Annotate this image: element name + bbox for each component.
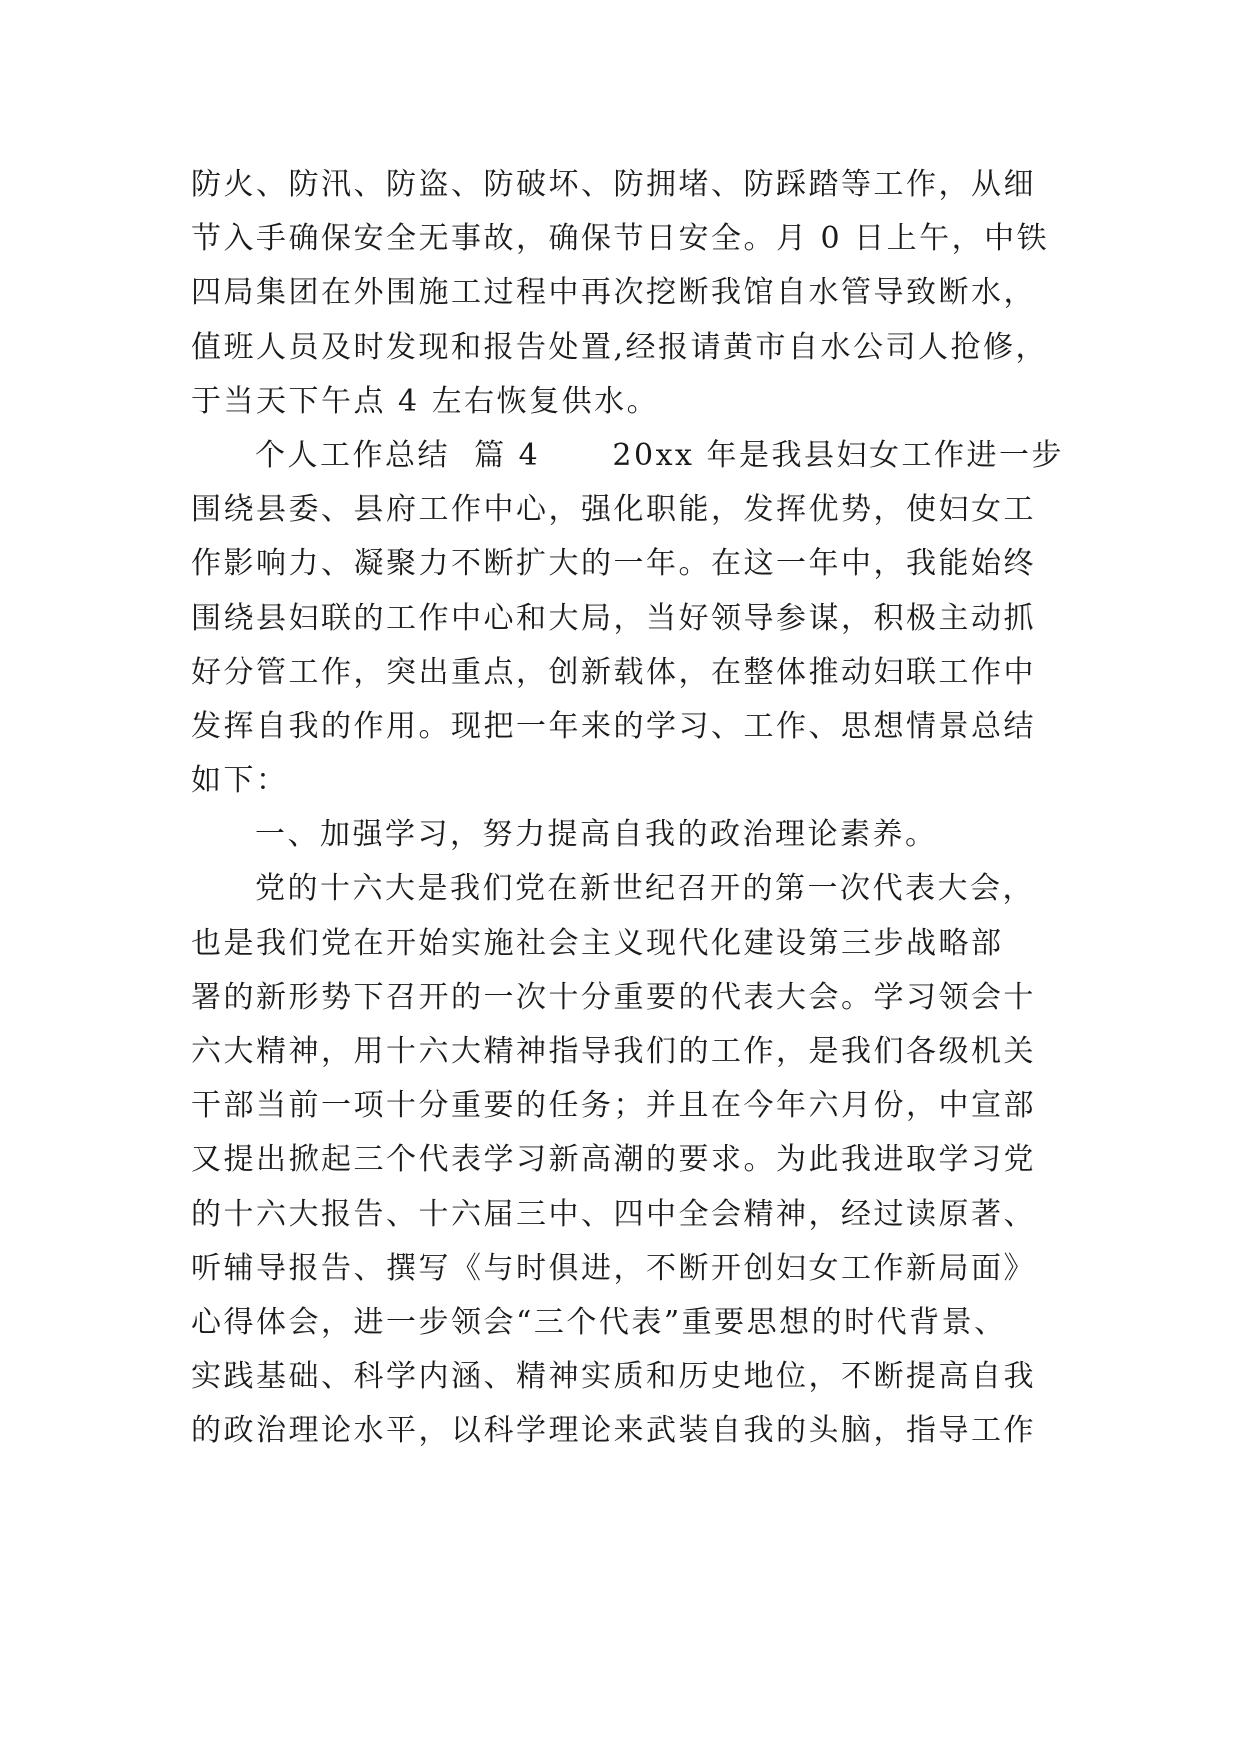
text-line: 好分管工作，突出重点，创新载体，在整体推动妇联工作中 [191, 654, 1036, 690]
text-line: 听辅导报告、撰写《与时俱进，不断开创妇女工作新局面》 [191, 1250, 1036, 1286]
text-line: 围绕县妇联的工作中心和大局，当好领导参谋，积极主动抓 [191, 600, 1036, 636]
text-line: 如下： [191, 763, 289, 799]
text-line: 的政治理论水平，以科学理论来武装自我的头脑，指导工作 [191, 1413, 1036, 1449]
document-body [191, 158, 1064, 1459]
text-line: 也是我们党在开始实施社会主义现代化建设第三步战略部 [191, 925, 1004, 961]
text-line: 节入手确保安全无事故，确保节日安全。月 0 日上午，中铁 [191, 221, 1050, 257]
text-line: 四局集团在外围施工过程中再次挖断我馆自水管导致断水， [191, 275, 1036, 311]
text-line: 作影响力、凝聚力不断扩大的一年。在这一年中，我能始终 [191, 546, 1036, 582]
section-heading-line: 个人工作总结 篇 4 20xx 年是我县妇女工作进一步 [255, 437, 1064, 473]
text-line: 又提出掀起三个代表学习新高潮的要求。为此我进取学习党 [191, 1142, 1036, 1178]
paragraph-start-line: 党的十六大是我们党在新世纪召开的第一次代表大会， [255, 871, 1035, 907]
text-line: 心得体会，进一步领会“三个代表”重要思想的时代背景、 [191, 1304, 1007, 1340]
text-line: 于当天下午点 4 左右恢复供水。 [191, 383, 660, 419]
text-line: 值班人员及时发现和报告处置,经报请黄市自水公司人抢修， [191, 329, 1049, 365]
text-line: 六大精神，用十六大精神指导我们的工作，是我们各级机关 [191, 1034, 1036, 1069]
text-line: 干部当前一项十分重要的任务；并且在今年六月份，中宣部 [191, 1088, 1036, 1124]
text-line: 围绕县委、县府工作中心，强化职能，发挥优势，使妇女工 [191, 492, 1036, 528]
text-line: 防火、防汛、防盗、防破坏、防拥堵、防踩踏等工作，从细 [191, 167, 1036, 202]
text-line: 的十六大报告、十六届三中、四中全会精神，经过读原著、 [191, 1196, 1036, 1232]
text-line: 实践基础、科学内涵、精神实质和历史地位，不断提高自我 [191, 1359, 1036, 1395]
subsection-heading-line: 一、加强学习，努力提高自我的政治理论素养。 [255, 817, 938, 853]
text-line: 署的新形势下召开的一次十分重要的代表大会。学习领会十 [191, 979, 1036, 1015]
text-line: 发挥自我的作用。现把一年来的学习、工作、思想情景总结 [191, 708, 1036, 744]
